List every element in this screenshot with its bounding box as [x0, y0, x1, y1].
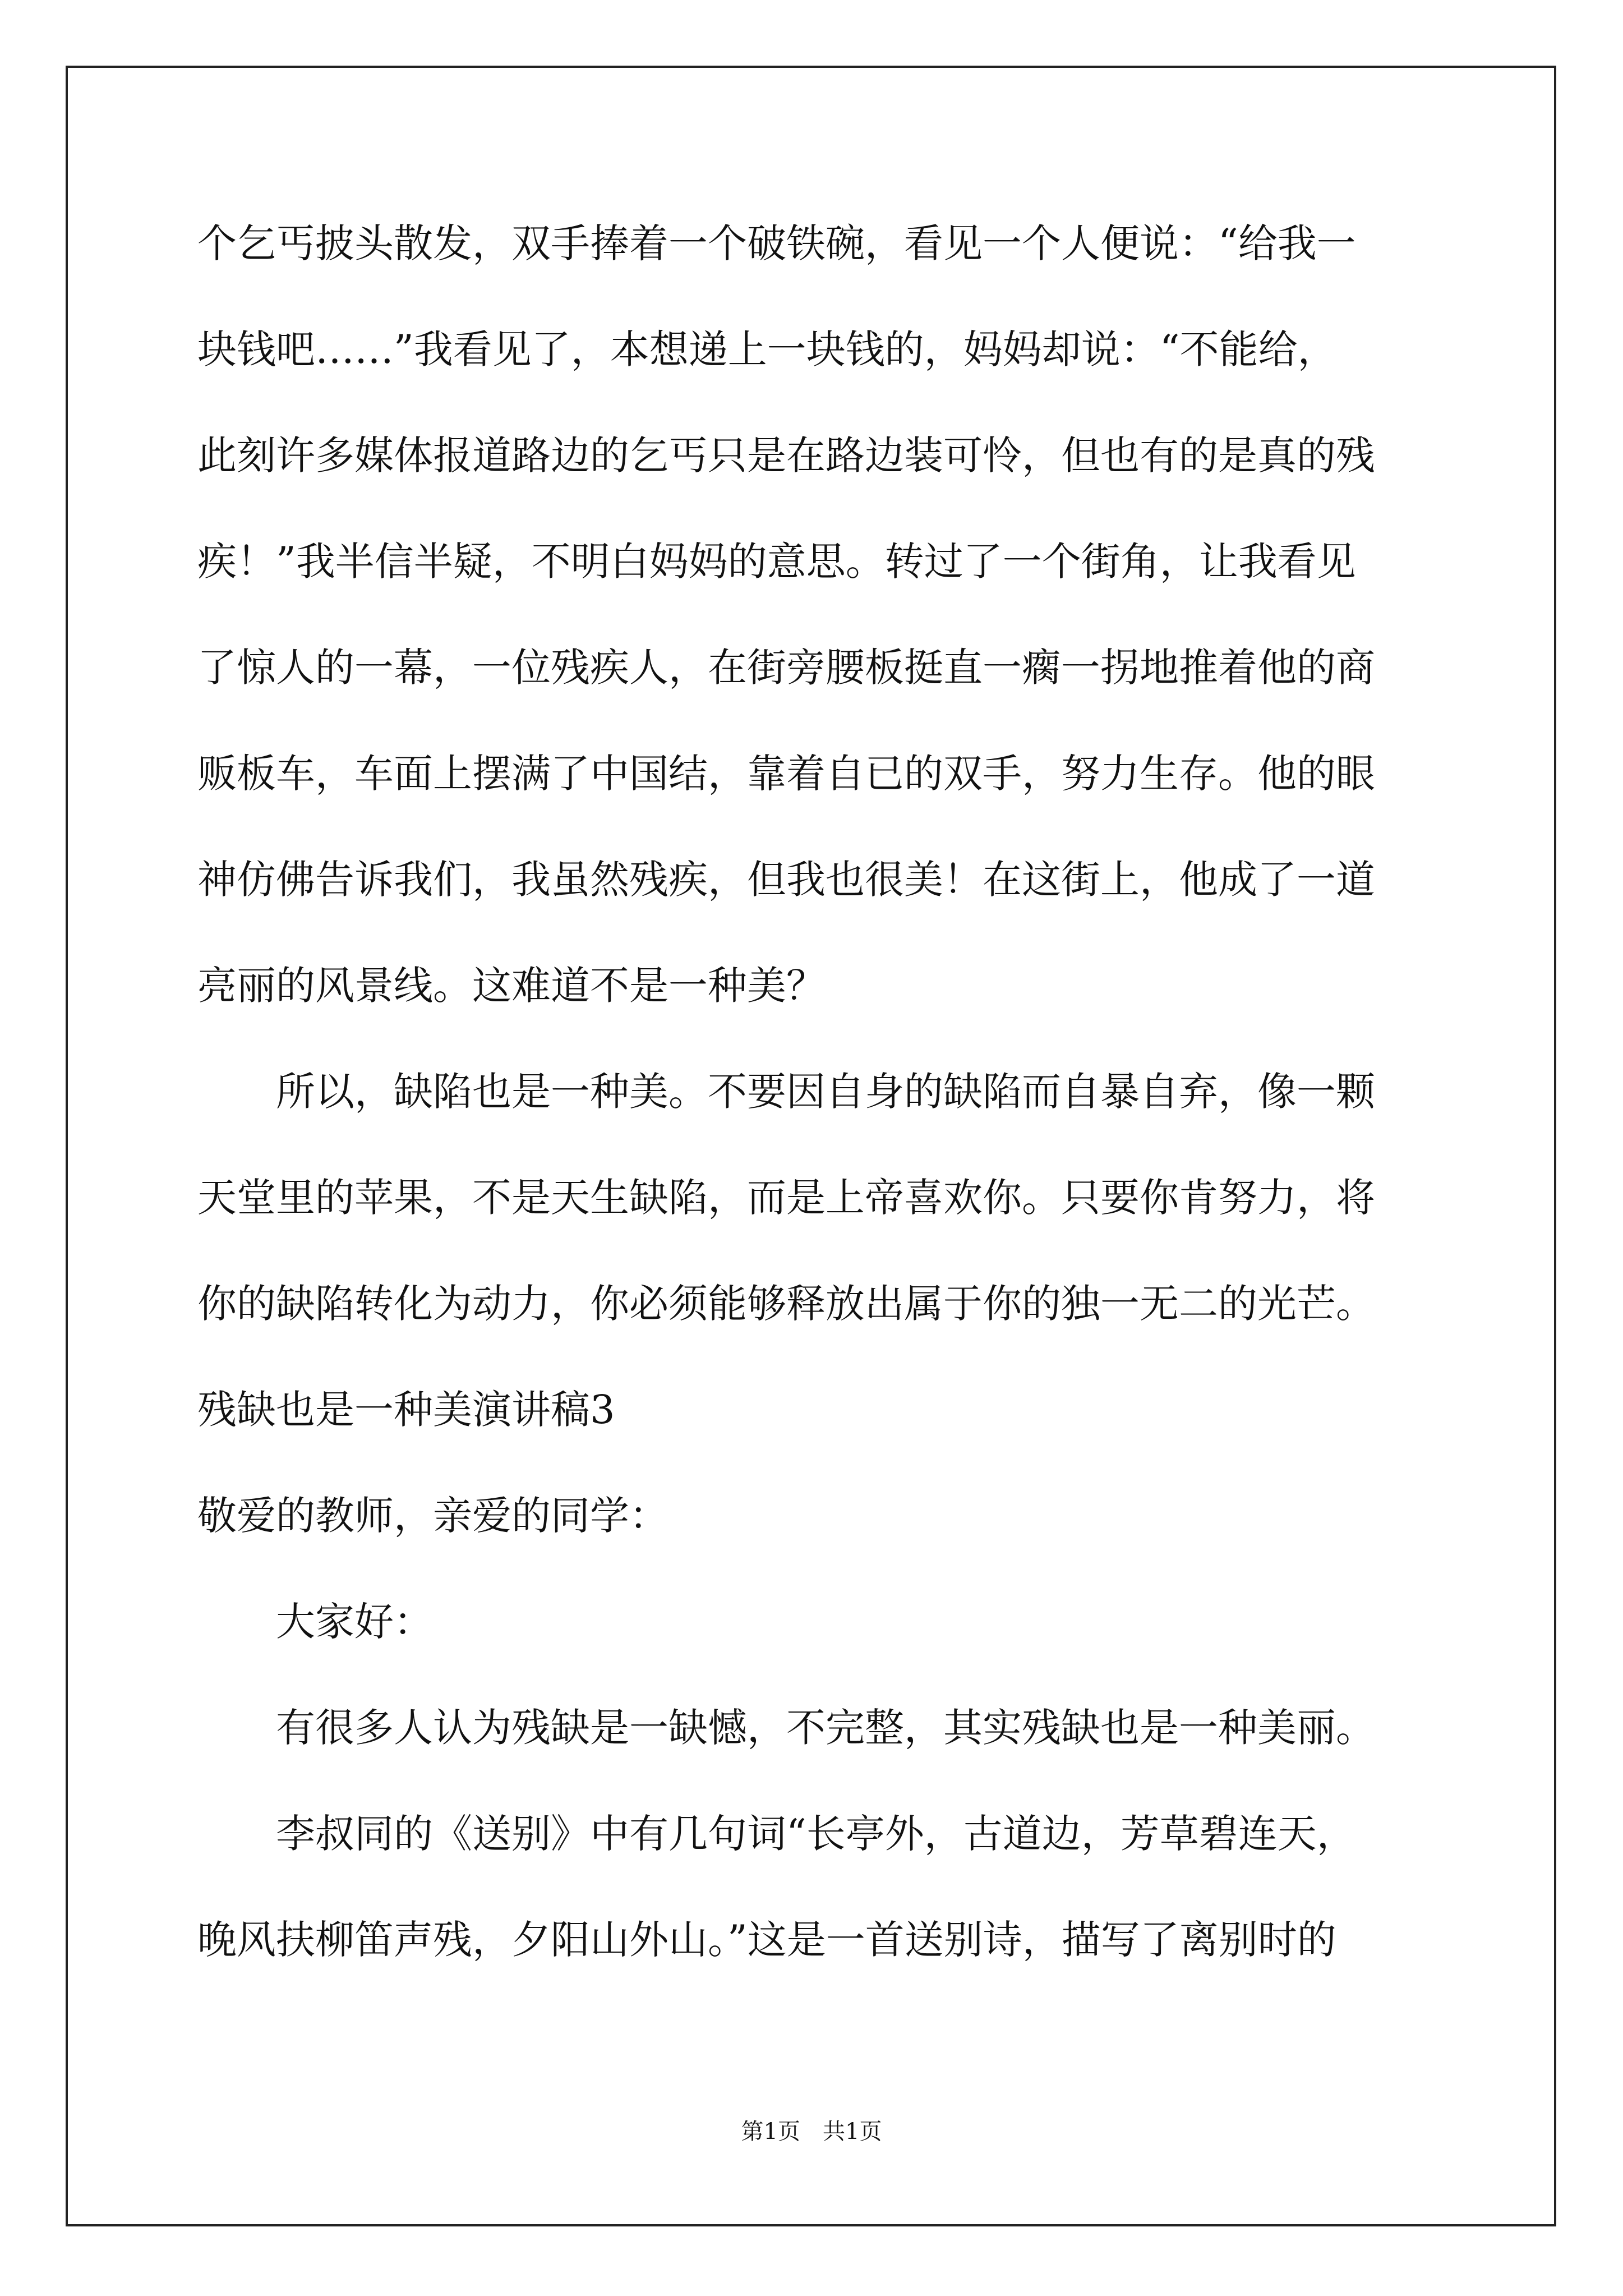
section-heading: 残缺也是一种美演讲稿3: [197, 1387, 615, 1433]
text-line-7: 神仿佛告诉我们，我虽然残疾，但我也很美！在这街上，他成了一道: [197, 857, 1375, 903]
text-line-6: 贩板车，车面上摆满了中国结，靠着自已的双手，努力生存。他的眼: [197, 751, 1375, 797]
text-line-16: 李叔同的《送别》中有几句词“长亭外，古道边，芳草碧连天，: [276, 1811, 1356, 1857]
text-line-17: 晚风扶柳笛声残，夕阳山外山。”这是一首送别诗，描写了离别时的: [197, 1917, 1336, 1963]
text-line-1: 个乞丐披头散发，双手捧着一个破铁碗，看见一个人便说：“给我一: [197, 220, 1356, 266]
document-body: [197, 191, 1431, 1993]
text-line-3: 此刻许多媒体报道路边的乞丐只是在路边装可怜，但也有的是真的残: [197, 432, 1375, 478]
greeting: 大家好：: [276, 1599, 433, 1645]
text-line-5: 了惊人的一幕，一位残疾人，在街旁腰板挺直一瘸一拐地推着他的商: [197, 645, 1375, 691]
page-total: 共1页: [823, 2119, 882, 2145]
text-line-15: 有很多人认为残缺是一缺憾，不完整，其实残缺也是一种美丽。: [276, 1705, 1375, 1751]
text-line-9: 所以，缺陷也是一种美。不要因自身的缺陷而自暴自弃，像一颗: [276, 1069, 1375, 1115]
text-line-8: 亮丽的风景线。这难道不是一种美？: [197, 963, 826, 1009]
salutation: 敬爱的教师，亲爱的同学：: [197, 1493, 668, 1539]
text-line-11: 你的缺陷转化为动力，你必须能够释放出属于你的独一无二的光芒。: [197, 1281, 1375, 1327]
page-number: 第1页: [741, 2119, 800, 2145]
page-footer: [0, 2115, 1623, 2148]
text-line-10: 天堂里的苹果，不是天生缺陷，而是上帝喜欢你。只要你肯努力，将: [197, 1175, 1375, 1221]
text-line-4: 疾！”我半信半疑，不明白妈妈的意思。转过了一个街角，让我看见: [197, 539, 1356, 585]
text-line-2: 块钱吧……”我看见了，本想递上一块钱的，妈妈却说：“不能给，: [197, 326, 1337, 372]
